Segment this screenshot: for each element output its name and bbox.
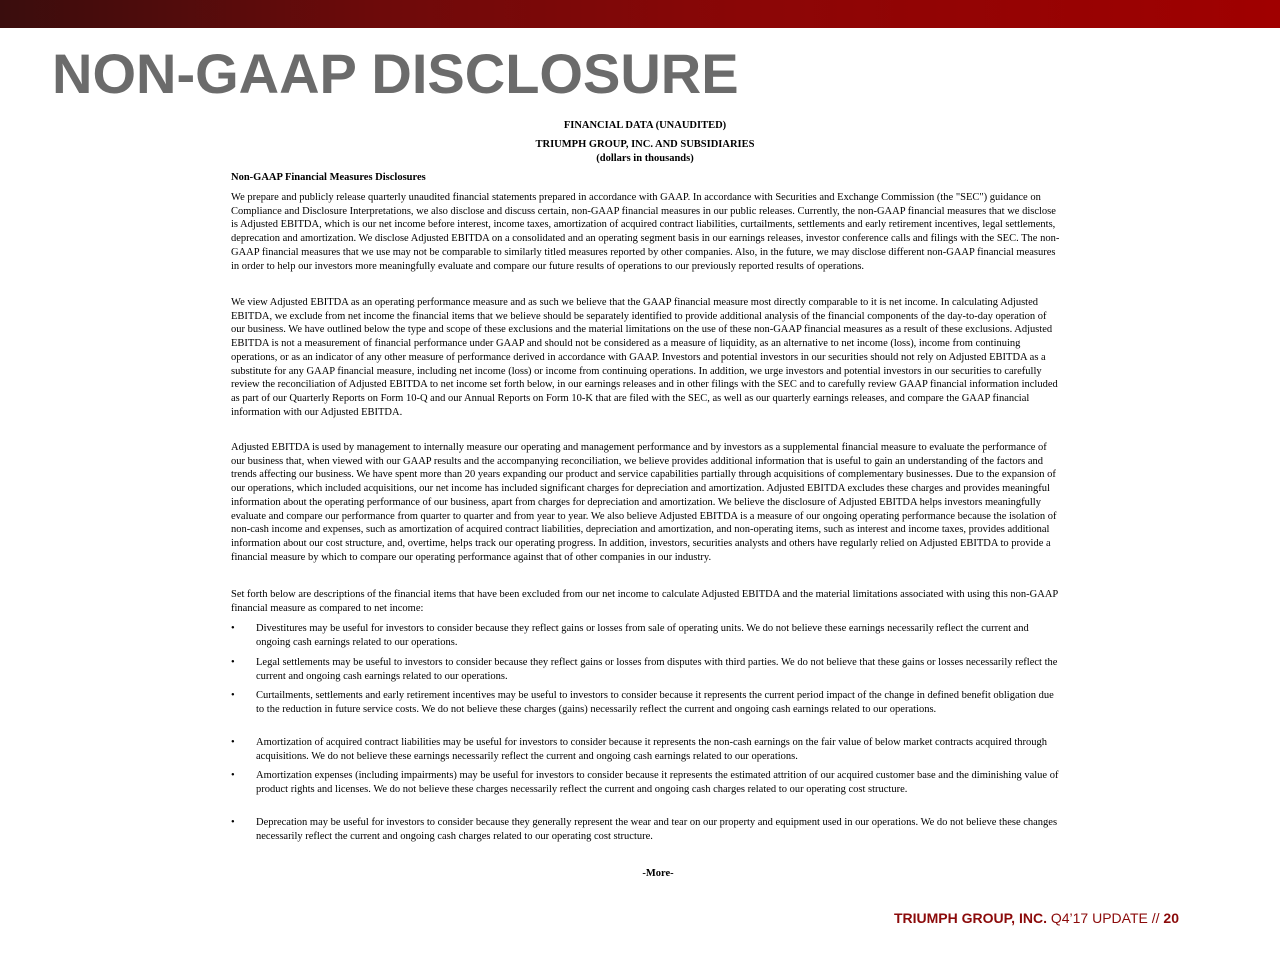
more-indicator: -More- xyxy=(642,868,674,879)
bullet-text: Curtailments, settlements and early retirement incentives may be useful to investors to consider because it represents the current period impact of the change in defined benefit obligation due to the reduction in future service costs. We do not believe these charges (gains) necessarily reflect the current and ongoing cash earnings related to our operations. xyxy=(256,690,1054,715)
page-title: NON-GAAP DISCLOSURE xyxy=(52,42,739,105)
bullet-text: Deprecation may be useful for investors to consider because they generally represent the wear and tear on our property and equipment used in our operations. We do not believe these changes necessarily reflect the current and ongoing cash charges related to our operating cost structure. xyxy=(256,817,1058,842)
footer-update: Q4’17 UPDATE xyxy=(1050,910,1148,926)
bullet-text: Amortization of acquired contract liabilities may be useful for investors to consider because it represents the non-cash earnings on the fair value of below market contracts acquired through acquisitions. We do not believe these earnings necessarily reflect the current and ongoing cash earnings related to our operations. xyxy=(256,737,1048,762)
footer-company: TRIUMPH GROUP, INC. xyxy=(893,910,1047,926)
top-banner xyxy=(0,0,1280,28)
bullet-text: Legal settlements may be useful to investors to consider because they reflect gains or losses from disputes with third parties. We do not believe that these gains or losses necessarily reflect the current and ongoing cash earnings related to our operations. xyxy=(256,657,1058,682)
bullet-text: Amortization expenses (including impairments) may be useful for investors to consider because it represents the estimated attrition of our acquired customer base and the diminishing value of product rights and licenses. We do not believe these charges necessarily reflect the current and ongoing cash charges related to our operating cost structure. xyxy=(256,770,1059,795)
bullet-marker: • xyxy=(231,690,235,701)
bullet-marker: • xyxy=(231,817,235,828)
page-number: 20 xyxy=(1163,910,1179,926)
bullet-marker: • xyxy=(231,737,235,748)
paragraph-4: Set forth below are descriptions of the financial items that have been excluded from our net income to calculate Adjusted EBITDA and the material limitations associated with using this non-GAAP financial measure as compared to net income: xyxy=(231,589,1058,614)
footer xyxy=(894,908,1179,928)
paragraph-2: We view Adjusted EBITDA as an operating performance measure and as such we believe that the GAAP financial measure most directly comparable to it is net income. In calculating Adjusted EBITDA, we exclude from net income the financial items that we believe should be separately identified to provide additional analysis of the financial components of the day-to-day operation of our business. We have outlined below the type and scope of these exclusions and the material limitations on the use of these non-GAAP financial measures as a result of these exclusions. Adjusted EBITDA is not a measurement of financial performance under GAAP and should not be considered as a measure of liquidity, as an alternative to net income (loss), income from continuing operations, or as an indicator of any other measure of performance derived in accordance with GAAP. Investors and potential investors in our securities should not rely on Adjusted EBITDA as a substitute for any GAAP financial measure, including net income (loss) or income from continuing operations. In addition, we urge investors and potential investors in our securities to carefully review the reconciliation of Adjusted EBITDA to net income set forth below, in our earnings releases and in other filings with the SEC and to carefully review GAAP financial information included as part of our Quarterly Reports on Form 10-Q and our Annual Reports on Form 10-K that are filed with the SEC, as well as our quarterly earnings releases, and compare the GAAP financial information with our Adjusted EBITDA. xyxy=(231,297,1058,418)
header-company: TRIUMPH GROUP, INC. AND SUBSIDIARIES xyxy=(535,139,755,150)
paragraph-1: We prepare and publicly release quarterly unaudited financial statements prepared in accordance with GAAP. In accordance with Securities and Exchange Commission (the "SEC") guidance on Compliance and Disclosure Interpretations, we also disclose and discuss certain, non-GAAP financial measures in our public releases. Currently, the non-GAAP financial measures that we disclose is Adjusted EBITDA, which is our net income before interest, income taxes, amortization of acquired contract liabilities, curtailments, settlements and early retirement incentives, legal settlements, deprecation and amortization. We disclose Adjusted EBITDA on a consolidated and an operating segment basis in our earnings releases, investor conference calls and filings with the SEC. The non-GAAP financial measures that we use may not be comparable to similarly titled measures reported by other companies. Also, in the future, we may disclose different non-GAAP financial measures in order to help our investors more meaningfully evaluate and compare our future results of operations to our previously reported results of operations. xyxy=(231,192,1060,272)
bullet-marker: • xyxy=(231,623,235,634)
header-financial-data: FINANCIAL DATA (UNAUDITED) xyxy=(563,120,727,131)
bullet-marker: • xyxy=(231,770,235,781)
paragraph-3: Adjusted EBITDA is used by management to internally measure our operating and management performance and by investors as a supplemental financial measure to evaluate the performance of our business that, when viewed with our GAAP results and the accompanying reconciliation, we believe provides additional information that is useful to gain an understanding of the factors and trends affecting our business. We have spent more than 20 years expanding our product and service capabilities partially through acquisitions of complementary businesses. Due to the expansion of our operations, which included acquisitions, our net income has included significant charges for depreciation and amortization. Adjusted EBITDA excludes these charges and provides meaningful information about the operating performance of our business, apart from charges for depreciation and amortization. We believe the disclosure of Adjusted EBITDA helps investors meaningfully evaluate and compare our performance from quarter to quarter and from year to year. We also believe Adjusted EBITDA is a measure of our ongoing operating performance because the isolation of non-cash income and expenses, such as amortization of acquired contract liabilities, depreciation and amortization, and non-operating items, such as interest and income taxes, provides additional information about our cost structure, and, overtime, helps track our operating progress. In addition, investors, securities analysts and others have regularly relied on Adjusted EBITDA to provide a financial measure by which to compare our operating performance against that of other companies in our industry. xyxy=(231,442,1057,563)
footer-separator: // xyxy=(1151,910,1160,926)
bullet-marker: • xyxy=(231,657,235,668)
bullet-text: Divestitures may be useful for investors to consider because they reflect gains or losses from sale of operating units. We do not believe these earnings necessarily reflect the current and ongoing cash earnings related to our operations. xyxy=(256,623,1029,648)
header-units: (dollars in thousands) xyxy=(596,153,694,164)
section-heading: Non-GAAP Financial Measures Disclosures xyxy=(231,172,426,183)
